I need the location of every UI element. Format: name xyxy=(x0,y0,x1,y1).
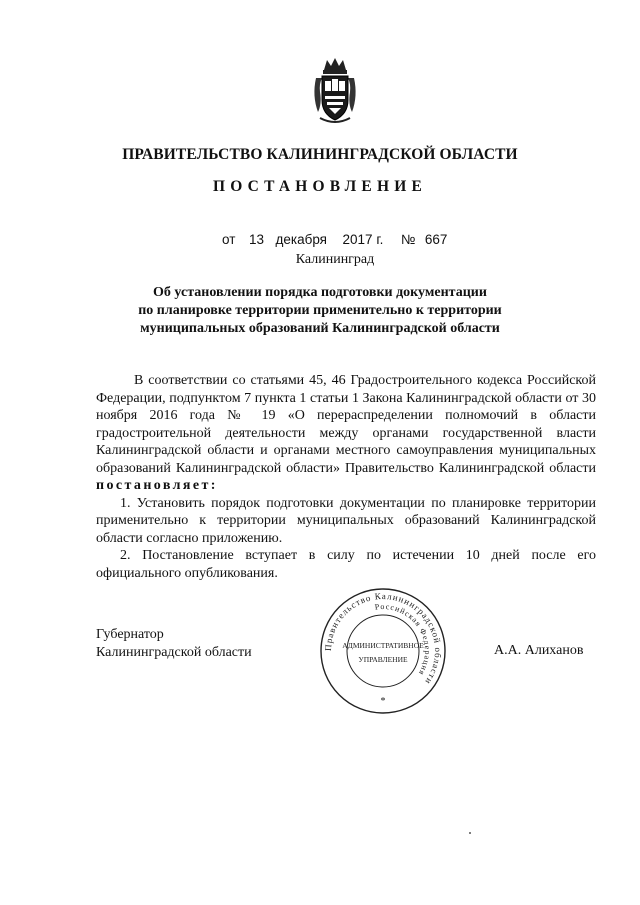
stamp-inner-line-2: УПРАВЛЕНИЕ xyxy=(358,655,408,664)
date-prefix: от xyxy=(222,232,236,247)
preamble-text: В соответствии со статьями 45, 46 Градостроительного кодекса Российской Федерации, подпунктом 7 пункта 1 статьи 1 Закона Калининградской области от 30 ноября 2016 года № 19 «О перераспределении полномочий в области градостроительной деятельности между органами государственной власти Калининградской области и органами местного самоуправления муниципальных образований Калининградской области» Правительство Калининградской области xyxy=(96,373,596,476)
stamp-outer-text: Правительство Калининградской области xyxy=(322,590,444,687)
number-prefix: № xyxy=(400,232,416,247)
document-subject xyxy=(0,284,640,338)
resolves-word: постановляет: xyxy=(96,478,218,493)
preamble-paragraph xyxy=(96,372,596,495)
date-month: декабря xyxy=(275,232,327,247)
subject-line-2: по планировке территории применительно к территории xyxy=(138,303,502,318)
subject-line-1: Об установлении порядка подготовки документации xyxy=(153,285,487,300)
scan-speck xyxy=(469,832,471,834)
signer-title-line-2: Калининградской области xyxy=(96,645,252,660)
coat-of-arms-icon xyxy=(310,56,360,124)
signer-name: А.А. Алиханов xyxy=(494,643,584,658)
signer-title-line-1: Губернатор xyxy=(96,627,164,642)
signer-title xyxy=(96,626,252,662)
document-type: ПОСТАНОВЛЕНИЕ xyxy=(212,178,428,195)
government-title: ПРАВИТЕЛЬСТВО КАЛИНИНГРАДСКОЙ ОБЛАСТИ xyxy=(122,146,518,163)
item-2-paragraph: 2. Постановление вступает в силу по истечении 10 дней после его официального опубликования. xyxy=(96,548,596,581)
date-line xyxy=(222,232,447,247)
stamp-inner-line-1: АДМИНИСТРАТИВНОЕ xyxy=(342,641,424,650)
subject-line-3: муниципальных образований Калининградской области xyxy=(140,321,500,336)
document-number: 667 xyxy=(424,232,448,247)
item-1-paragraph: 1. Установить порядок подготовки документации по планировке территории применительно к территории муниципальных образований Калининградской области согласно приложению. xyxy=(96,495,596,546)
document-body xyxy=(96,372,596,582)
official-stamp xyxy=(318,586,448,716)
date-day: 13 xyxy=(248,232,264,247)
city: Калининград xyxy=(295,252,375,267)
stamp-outer-text-top: Российская Федерация xyxy=(374,601,433,678)
stamp-star: * xyxy=(380,696,386,707)
date-year: 2017 г. xyxy=(342,232,384,247)
